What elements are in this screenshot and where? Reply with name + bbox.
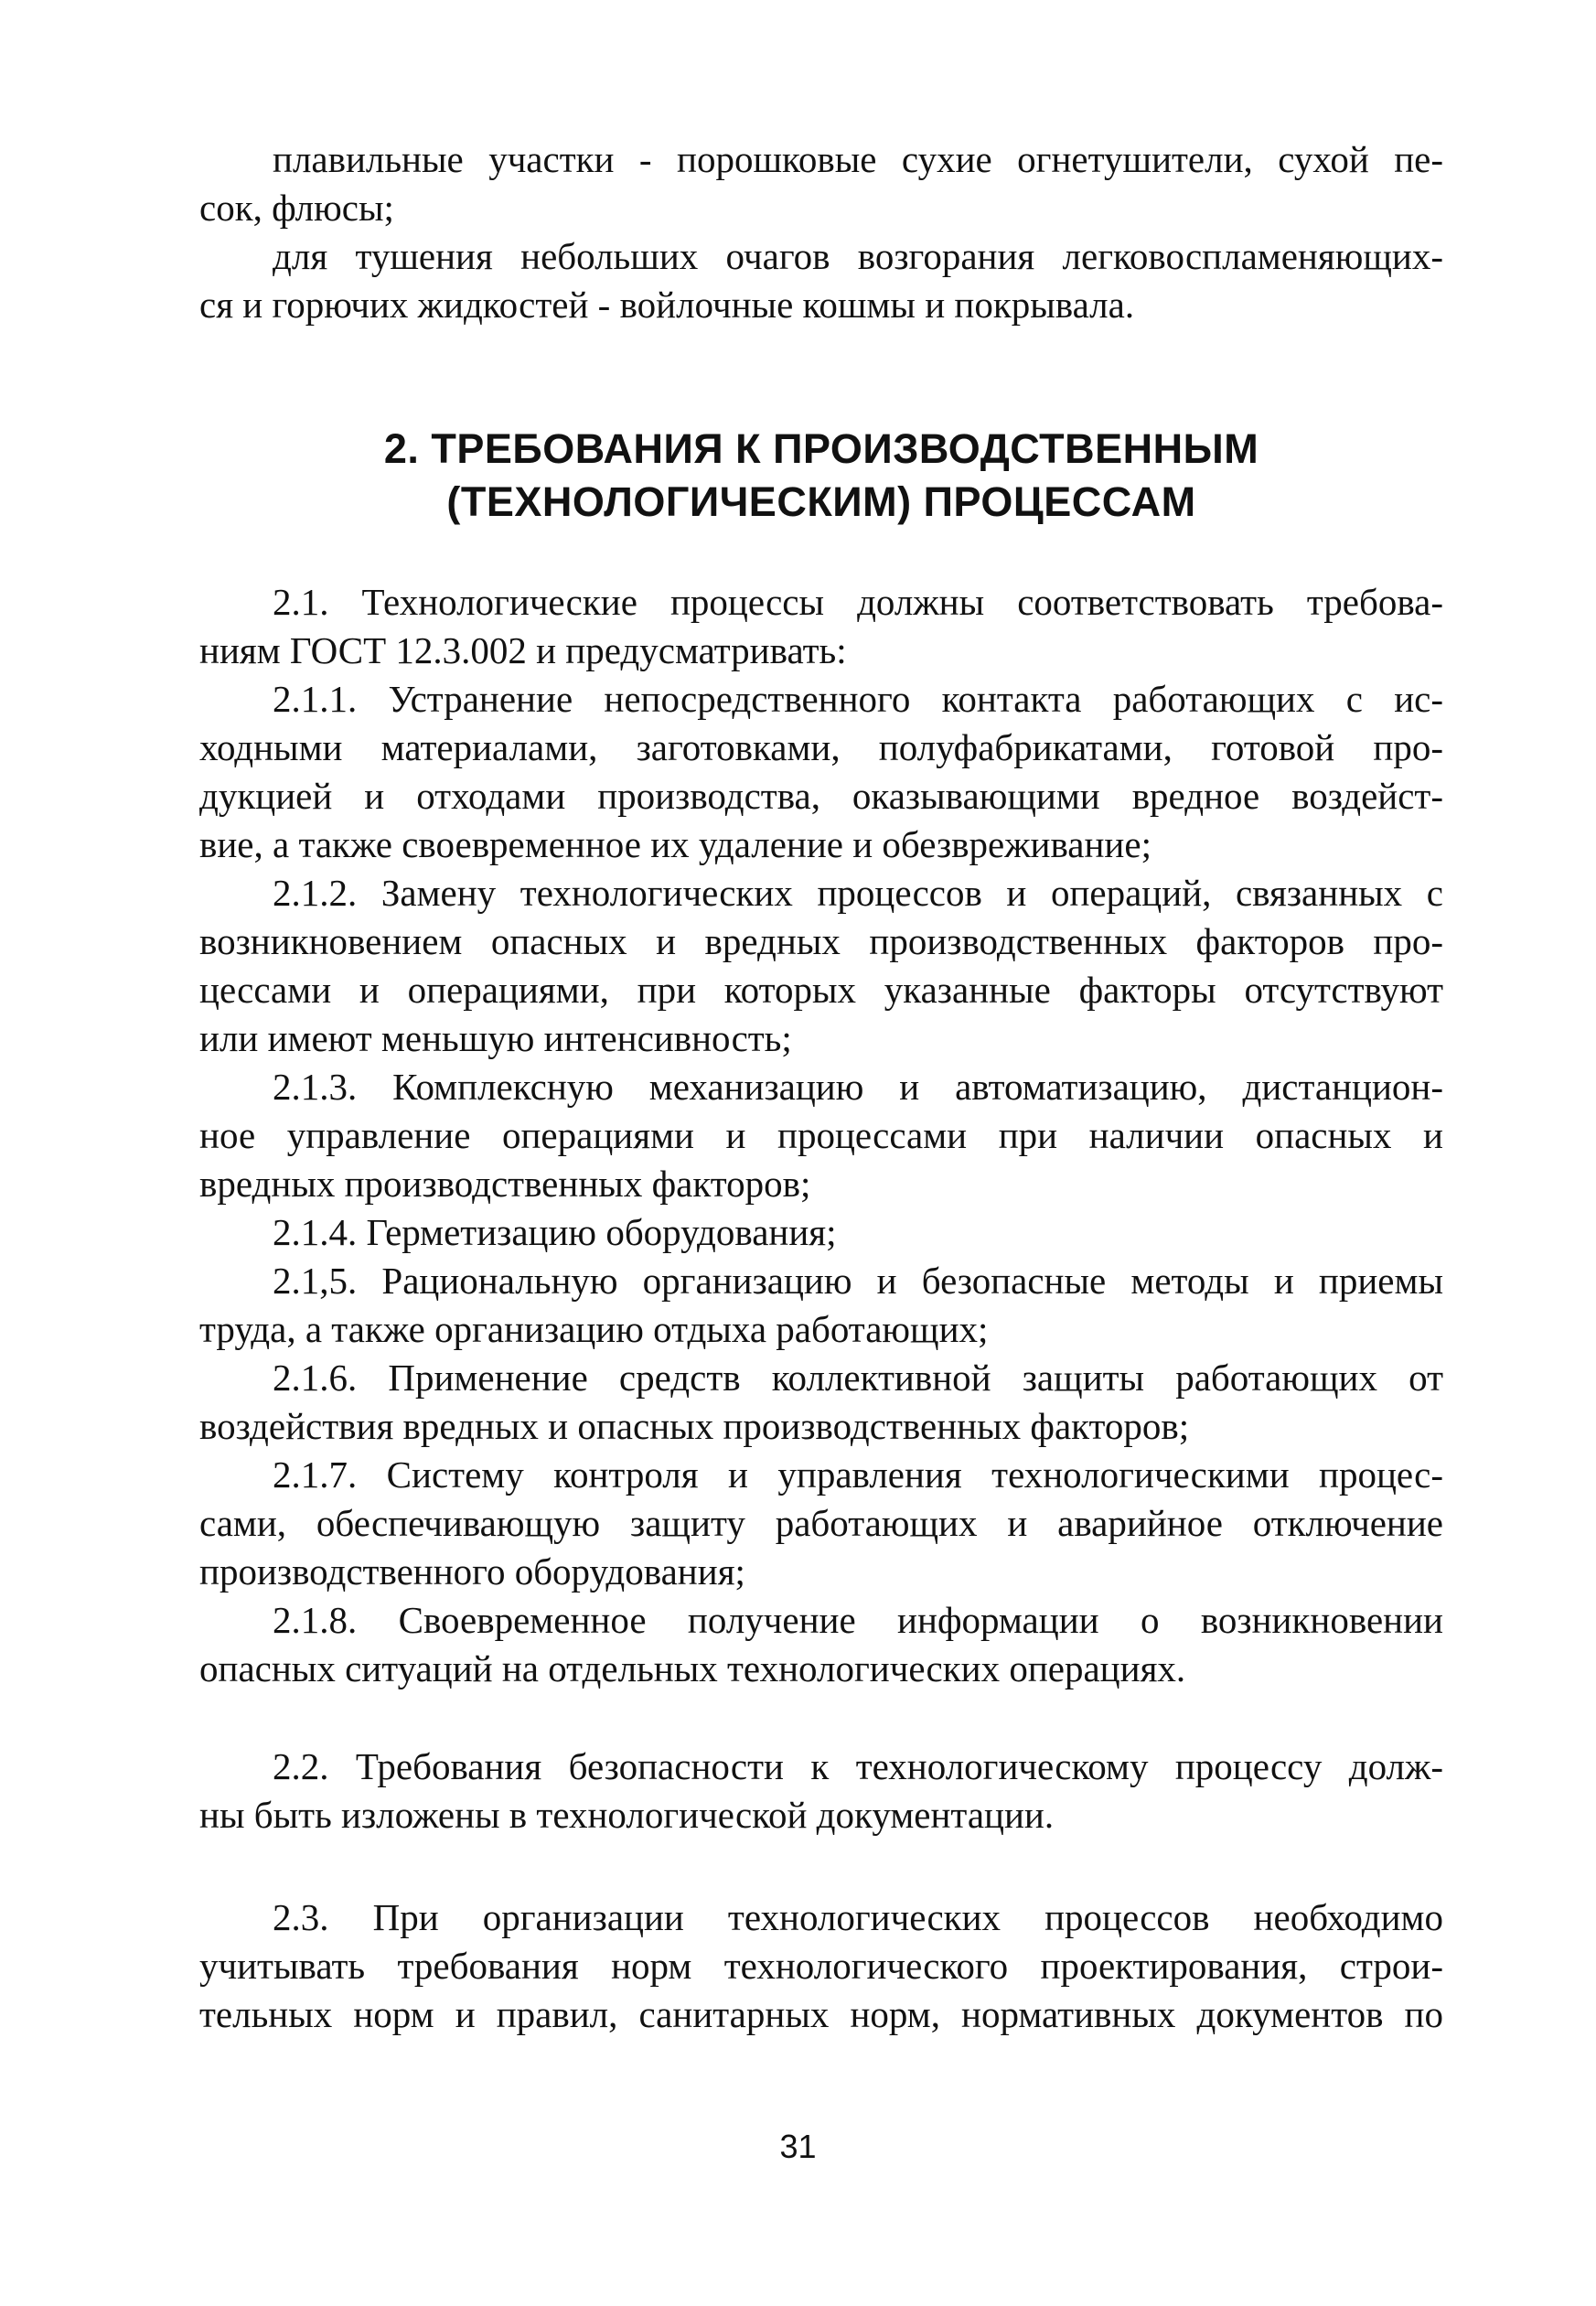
paragraph-line: 2.1.4. Герметизацию оборудования; (273, 1211, 837, 1253)
paragraph-line: 2.3. При организации технологических процессов необходимо (273, 1896, 1443, 1938)
paragraph-line: воздействия вредных и опасных производственных факторов; (199, 1405, 1190, 1447)
paragraph-line: производственного оборудования; (199, 1550, 745, 1593)
paragraph-line: 2.1.6. Применение средств коллективной защиты работающих от (273, 1357, 1443, 1399)
heading-line: 2. ТРЕБОВАНИЯ К ПРОИЗВОДСТВЕННЫМ (383, 425, 1259, 472)
paragraph-line: 2.1,5. Рациональную организацию и безопасные методы и приемы (273, 1260, 1443, 1302)
paragraph-line: дукцией и отходами производства, оказывающими вредное воздейст- (199, 775, 1443, 817)
paragraph-line: труда, а также организацию отдыха работающих; (199, 1308, 989, 1350)
paragraph-line: вие, а также своевременное их удаление и обезвреживание; (199, 823, 1151, 865)
paragraph-line: 2.1. Технологические процессы должны соответствовать требова- (273, 581, 1443, 623)
heading-line: (ТЕХНОЛОГИЧЕСКИМ) ПРОЦЕССАМ (446, 478, 1196, 525)
page-number: 31 (779, 2128, 817, 2165)
intro-line: плавильные участки - порошковые сухие огнетушители, сухой пе- (273, 138, 1443, 180)
intro-line: ся и горючих жидкостей - войлочные кошмы и покрывала. (199, 284, 1135, 326)
paragraph-line: 2.1.8. Своевременное получение информации о возникновении (273, 1599, 1443, 1641)
paragraph-line: учитывать требования норм технологического проектирования, строи- (199, 1945, 1443, 1987)
section-2-3-block (199, 1893, 1443, 2039)
paragraph-line: 2.1.3. Комплексную механизацию и автоматизацию, дистанцион- (273, 1066, 1443, 1108)
paragraph-line: или имеют меньшую интенсивность; (199, 1017, 792, 1059)
intro-line: для тушения небольших очагов возгорания легковоспламеняющих- (273, 235, 1443, 277)
paragraph-line: вредных производственных факторов; (199, 1163, 811, 1205)
paragraph-line: ны быть изложены в технологической документации. (199, 1794, 1055, 1836)
paragraph-line: опасных ситуаций на отдельных технологических операциях. (199, 1647, 1186, 1689)
paragraph-line: ное управление операциями и процессами при наличии опасных и (199, 1114, 1443, 1156)
paragraph-line: 2.1.1. Устранение непосредственного контакта работающих с ис- (273, 678, 1443, 720)
paragraph-line: 2.1.7. Систему контроля и управления технологическими процес- (273, 1453, 1443, 1496)
section-2-1-block (199, 578, 1443, 1693)
paragraph-line: 2.1.2. Замену технологических процессов и операций, связанных с (273, 872, 1443, 914)
paragraph-line: возникновением опасных и вредных производственных факторов про- (199, 920, 1443, 962)
paragraph-line: цессами и операциями, при которых указанные факторы отсутствуют (199, 969, 1443, 1011)
paragraph-line: 2.2. Требования безопасности к технологическому процессу долж- (273, 1745, 1443, 1787)
paragraph-line: ниям ГОСТ 12.3.002 и предусматривать: (199, 629, 847, 671)
intro-text-block (199, 135, 1443, 329)
intro-line: сок, флюсы; (199, 187, 394, 229)
paragraph-line: сами, обеспечивающую защиту работающих и аварийное отключение (199, 1502, 1443, 1544)
paragraph-line: тельных норм и правил, санитарных норм, нормативных документов по (199, 1993, 1443, 2035)
section-2-2-block (199, 1743, 1443, 1839)
paragraph-line: ходными материалами, заготовками, полуфабрикатами, готовой про- (199, 726, 1443, 768)
section-heading (199, 423, 1443, 529)
